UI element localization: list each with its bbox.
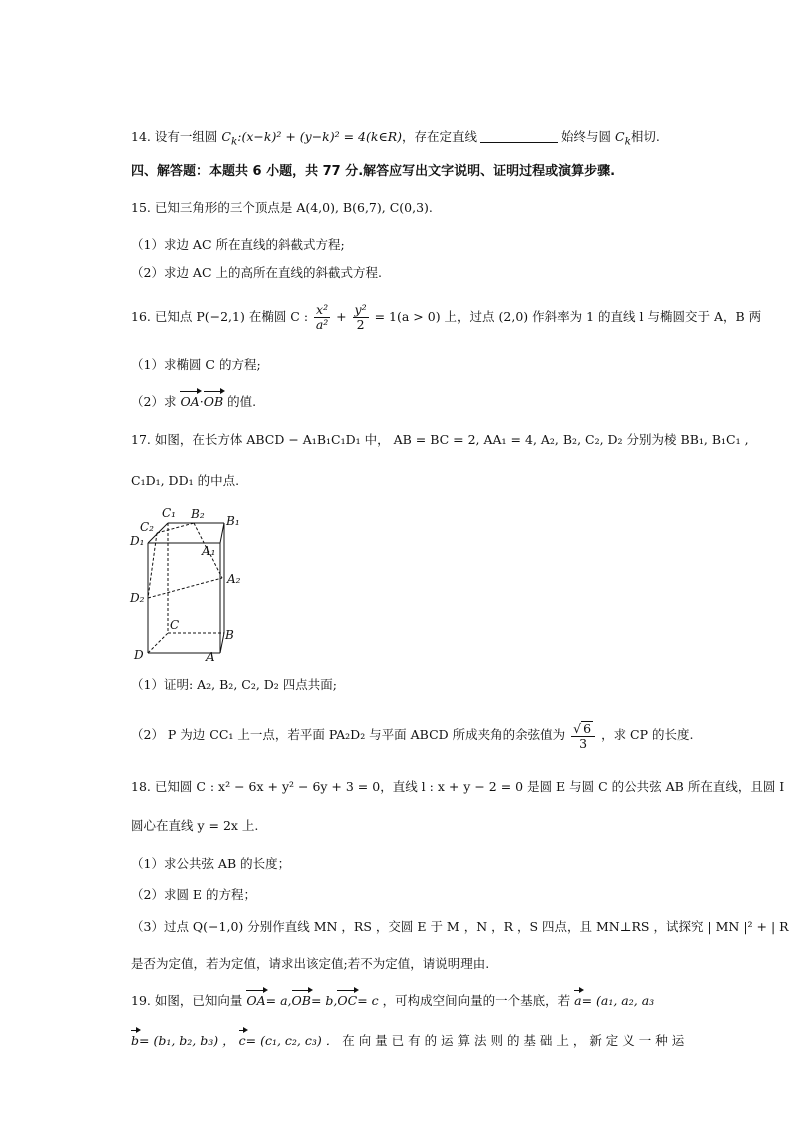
question-17-line-1: 17. 如图，在长方体 ABCD − A₁B₁C₁D₁ 中， AB = BC = 2, AA₁ = 4, A₂, B₂, C₂, D₂ 分别为棱 BB₁, B₁C₁ , (131, 432, 749, 447)
label-a2: A₂ (227, 572, 241, 586)
question-17-line-2: C₁D₁, DD₁ 的中点. (131, 473, 240, 488)
question-14: 14. 设有一组圆 $C_k:(x-k)^2 + (y-k)^2$ = 4(k∈R)，存在定直线 始终与圆 $C_k$相切. (131, 129, 660, 148)
label-d2: D₂ (130, 591, 145, 605)
question-18-line-1: 18. 已知圆 C : x² − 6x + y² − 6y + 3 = 0，直线 l : x + y − 2 = 0 是圆 E 与圆 C 的公共弦 AB 所在直线，且圆 I (131, 779, 785, 794)
question-15: 15. 已知三角形的三个顶点是 A(4,0), B(6,7), C(0,3). (131, 200, 433, 215)
vector-ob: OB (204, 391, 223, 411)
cuboid-figure (128, 505, 258, 665)
label-c2: C₂ (140, 520, 154, 534)
question-18-part-2: （2）求圆 E 的方程； (131, 887, 257, 902)
label-b2: B₂ (191, 507, 205, 521)
vector-c: c (239, 1030, 246, 1050)
label-d: D (134, 648, 144, 662)
label-d1: D₁ (130, 534, 145, 548)
fraction-sqrt6-3: $\frac{√ 6}{3}$ (571, 721, 595, 751)
question-17-part-1: （1）证明: A₂, B₂, C₂, D₂ 四点共面; (131, 677, 338, 692)
section-heading: 四、解答题：本题共 6 小题，共 77 分.解答应写出文字说明、证明过程或演算步骤. (131, 164, 616, 179)
question-15-part-2: （2）求边 AC 上的高所在直线的斜截式方程. (131, 265, 382, 280)
question-18-part-3: （3）过点 Q(−1,0) 分别作直线 MN ，RS ，交圆 E 于 M ，N ，R ，S 四点，且 MN⊥RS ，试探究 | MN |² + | R (131, 919, 789, 934)
question-15-part-1: （1）求边 AC 所在直线的斜截式方程; (131, 237, 345, 252)
question-19-line-2: b= (b₁, b₂, b₃) ， c= (c₁, c₂, c₃) ． 在 向 量 已 有 的 运 算 法 则 的 基 础 上 ， 新 定 义 一 种 运 (131, 1030, 684, 1050)
question-18-part-3-cont: 是否为定值，若为定值，请求出该定值;若不为定值，请说明理由. (131, 956, 490, 971)
question-16-part-2: （2）求 OA·OB 的值. (131, 391, 256, 411)
question-16-part-1: （1）求椭圆 C 的方程; (131, 357, 261, 372)
question-19-line-1: 19. 如图，已知向量 OA= a,OB= b,OC= c ，可构成空间向量的一个基底，若 a= (a₁, a₂, a₃ (131, 990, 654, 1010)
vector-oa: OA (180, 391, 199, 411)
circle-equation: :(x−k)² + (y−k)² = 4(k∈R) (237, 129, 402, 144)
vector-ob: OB (292, 990, 311, 1010)
question-17-part-2: （2） P 为边 CC₁ 上一点，若平面 PA₂D₂ 与平面 ABCD 所成夹角的余弦值为 $\frac{√ 6}{3}$ ，求 CP 的长度. (131, 720, 694, 751)
label-a1: A₁ (202, 544, 216, 558)
vector-oc: OC (337, 990, 357, 1010)
answer-blank[interactable] (480, 130, 558, 143)
label-c: C (170, 618, 180, 632)
label-a: A (206, 650, 215, 664)
vector-a: a (574, 990, 581, 1010)
question-number: 14. (131, 129, 151, 144)
vector-b: b (131, 1030, 139, 1050)
label-c1: C₁ (162, 506, 176, 520)
label-b: B (225, 628, 234, 642)
vector-oa: OA (246, 990, 265, 1010)
question-16: 16. 已知点 P(−2,1) 在椭圆 C : $\frac{\text{x²}}{\text{a²}}$ + $\frac{\text{y²}}{2}$ = 1(a > 0) 上，过点 (2,0) 作斜率为 1 的直线 l 与椭圆交于 A，B 两 (131, 302, 762, 332)
fraction-y2-2: $\frac{\text{y²}}{2}$ (354, 302, 367, 332)
fraction-x2-a2: $\frac{\text{x²}}{\text{a²}}$ (315, 302, 329, 332)
question-18-line-2: 圆心在直线 y = 2x 上. (131, 818, 259, 833)
label-b1: B₁ (226, 514, 240, 528)
question-18-part-1: （1）求公共弦 AB 的长度； (131, 856, 291, 871)
